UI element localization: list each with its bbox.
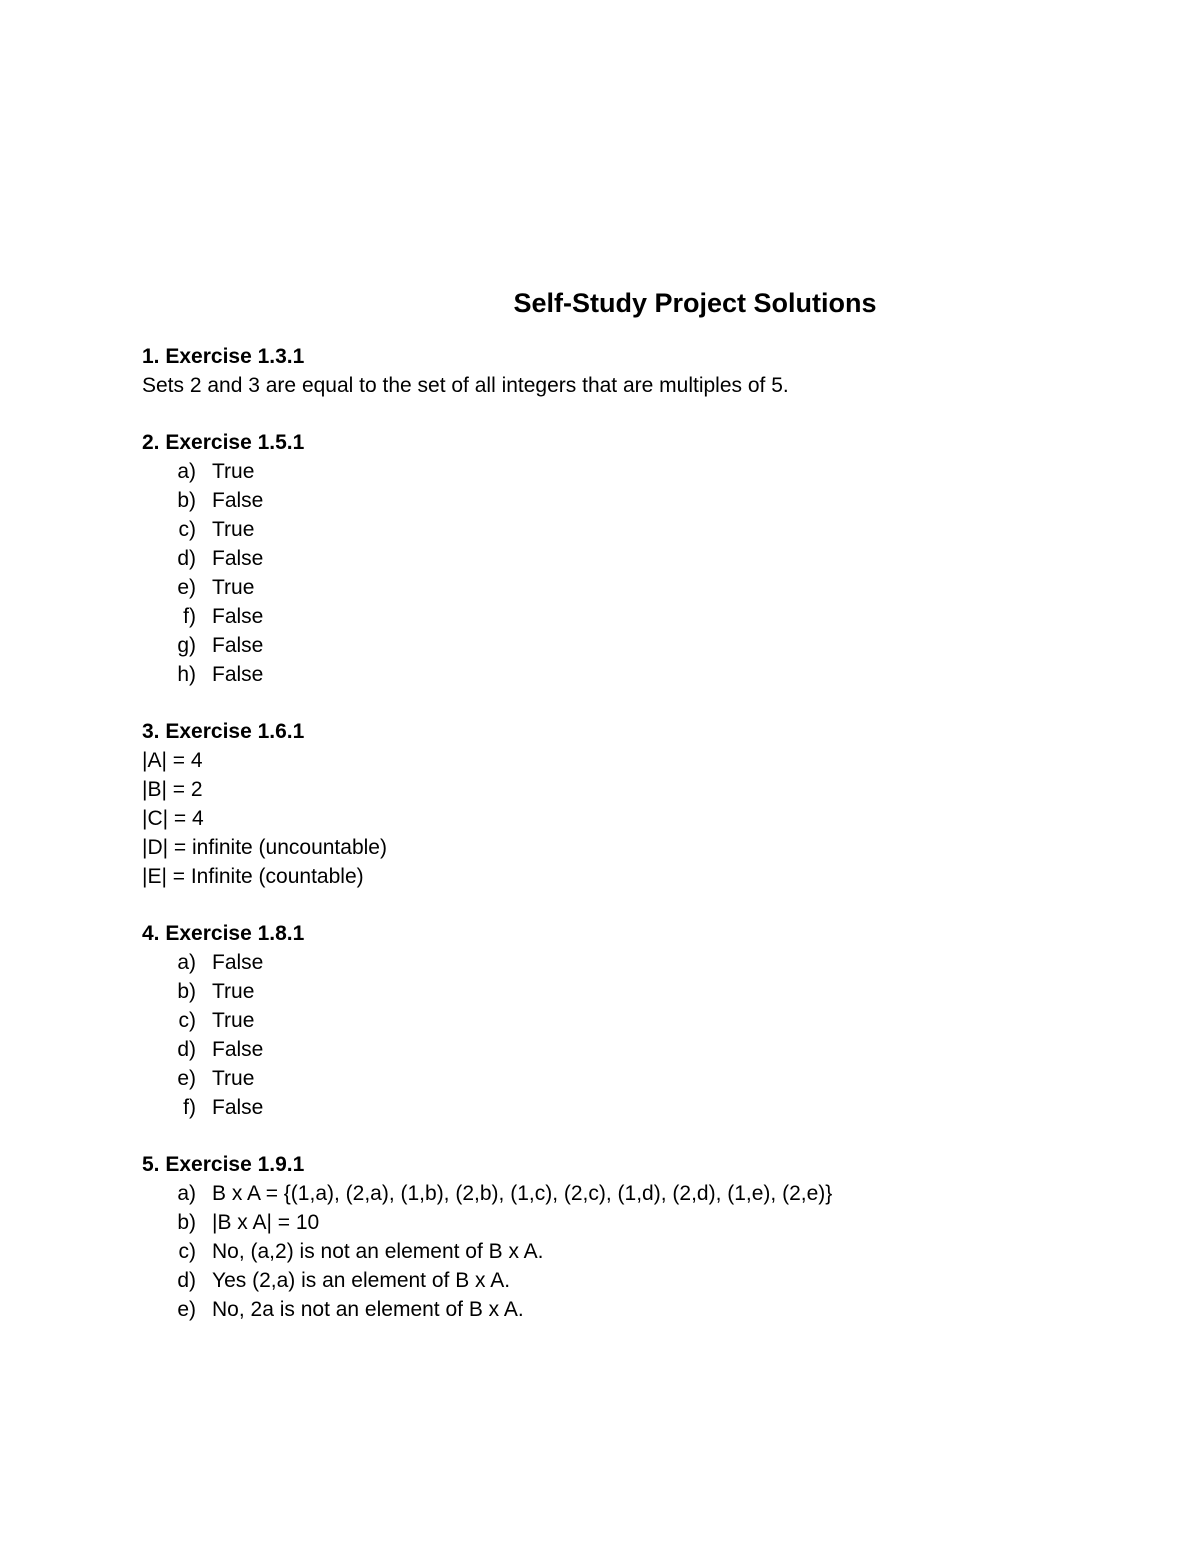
answer-line: |A| = 4 xyxy=(142,749,203,772)
list-item-text: Yes (2,a) is an element of B x A. xyxy=(212,1269,511,1292)
list-marker: f) xyxy=(183,1096,196,1119)
exercise-heading: 5. Exercise 1.9.1 xyxy=(142,1153,305,1176)
list-item xyxy=(142,1006,1142,1035)
list-marker: h) xyxy=(177,663,196,686)
exercise-heading: 2. Exercise 1.5.1 xyxy=(142,431,305,454)
list-marker: b) xyxy=(177,489,196,512)
list-item-text: True xyxy=(212,1067,255,1090)
list-marker: e) xyxy=(177,1298,196,1321)
list-item xyxy=(142,602,1142,631)
list-item xyxy=(142,1093,1142,1122)
document-title: Self-Study Project Solutions xyxy=(513,288,877,318)
list-item xyxy=(142,1035,1142,1064)
list-item-text: True xyxy=(212,1009,255,1032)
list-item xyxy=(142,660,1142,689)
answer-list xyxy=(142,1179,1142,1324)
list-marker: b) xyxy=(177,1211,196,1234)
list-item xyxy=(142,544,1142,573)
list-item-text: False xyxy=(212,547,264,570)
list-marker: d) xyxy=(177,1269,196,1292)
list-item xyxy=(142,486,1142,515)
list-marker: a) xyxy=(177,951,196,974)
list-item xyxy=(142,573,1142,602)
list-item-text: No, 2a is not an element of B x A. xyxy=(212,1298,524,1321)
list-item xyxy=(142,948,1142,977)
exercise-heading: 1. Exercise 1.3.1 xyxy=(142,345,305,368)
answer-list xyxy=(142,457,1142,689)
list-marker: b) xyxy=(177,980,196,1003)
list-item-text: True xyxy=(212,980,255,1003)
list-item xyxy=(142,1237,1142,1266)
list-item xyxy=(142,977,1142,1006)
list-marker: f) xyxy=(183,605,196,628)
list-marker: d) xyxy=(177,547,196,570)
list-marker: d) xyxy=(177,1038,196,1061)
list-item-text: False xyxy=(212,1038,264,1061)
list-item-text: |B x A| = 10 xyxy=(212,1211,320,1234)
answer-line: |D| = infinite (uncountable) xyxy=(142,836,387,859)
exercise-section xyxy=(142,717,1142,891)
exercise-heading: 3. Exercise 1.6.1 xyxy=(142,720,305,743)
exercise-section xyxy=(142,1150,1142,1324)
list-item xyxy=(142,631,1142,660)
list-item xyxy=(142,1266,1142,1295)
list-item-text: False xyxy=(212,605,264,628)
list-item xyxy=(142,1208,1142,1237)
list-item-text: False xyxy=(212,634,264,657)
exercise-section xyxy=(142,428,1142,689)
list-item-text: False xyxy=(212,489,264,512)
list-marker: c) xyxy=(178,518,196,541)
list-item-text: No, (a,2) is not an element of B x A. xyxy=(212,1240,544,1263)
list-item xyxy=(142,457,1142,486)
list-marker: a) xyxy=(177,460,196,483)
list-item-text: False xyxy=(212,1096,264,1119)
list-item-text: False xyxy=(212,663,264,686)
list-marker: e) xyxy=(177,1067,196,1090)
exercise-heading: 4. Exercise 1.8.1 xyxy=(142,922,305,945)
exercise-section xyxy=(142,342,1142,400)
list-item-text: False xyxy=(212,951,264,974)
list-item xyxy=(142,1179,1142,1208)
answer-line: |B| = 2 xyxy=(142,778,203,801)
list-item xyxy=(142,515,1142,544)
list-marker: c) xyxy=(178,1009,196,1032)
list-item-text: B x A = {(1,a), (2,a), (1,b), (2,b), (1,c), (2,c), (1,d), (2,d), (1,e), (2,e)} xyxy=(212,1182,833,1205)
document-content xyxy=(142,342,1142,1324)
list-marker: a) xyxy=(177,1182,196,1205)
answer-line: |C| = 4 xyxy=(142,807,204,830)
answer-line: Sets 2 and 3 are equal to the set of all integers that are multiples of 5. xyxy=(142,374,789,397)
list-item-text: True xyxy=(212,576,255,599)
list-marker: e) xyxy=(177,576,196,599)
answer-line: |E| = Infinite (countable) xyxy=(142,865,364,888)
list-item xyxy=(142,1295,1142,1324)
list-item-text: True xyxy=(212,460,255,483)
answer-list xyxy=(142,948,1142,1122)
list-marker: c) xyxy=(178,1240,196,1263)
list-marker: g) xyxy=(177,634,196,657)
exercise-section xyxy=(142,919,1142,1122)
list-item-text: True xyxy=(212,518,255,541)
list-item xyxy=(142,1064,1142,1093)
